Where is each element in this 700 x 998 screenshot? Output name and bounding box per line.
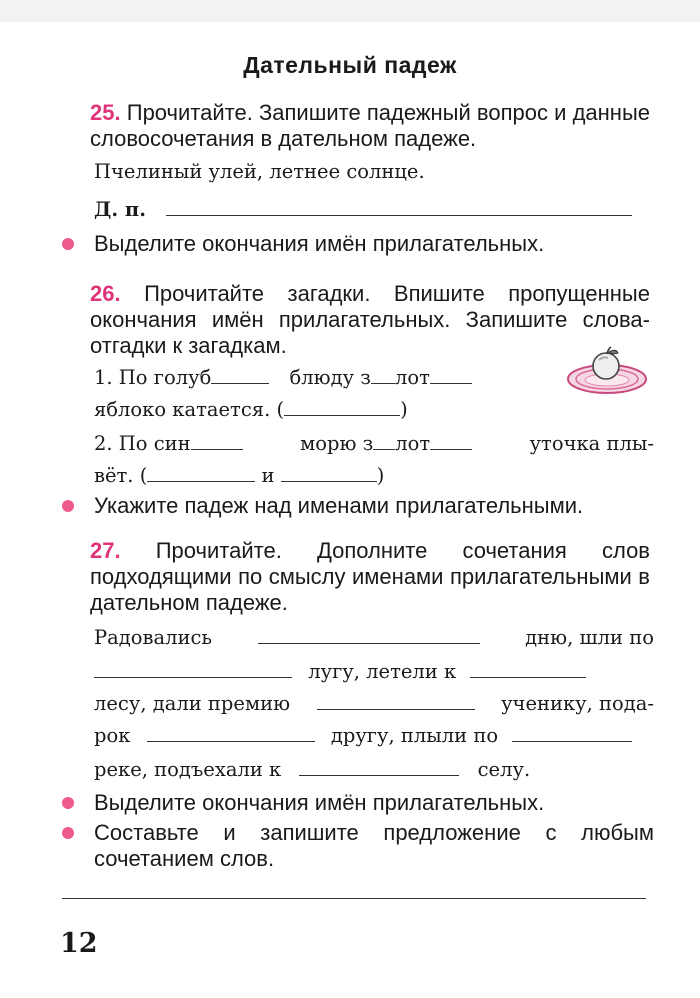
top-strip <box>0 0 700 22</box>
riddle-text: лот <box>395 432 431 455</box>
task-number: 25. <box>90 100 121 125</box>
answer-line[interactable] <box>62 898 646 899</box>
task-number: 27. <box>90 538 121 563</box>
case-line <box>94 196 632 222</box>
task-26-bullet: Укажите падеж над именами прилагательными. <box>94 493 584 518</box>
adjective-blank[interactable] <box>317 690 475 710</box>
riddle-text: 2. По син <box>94 432 191 455</box>
riddle-1-line-2 <box>94 396 408 422</box>
answer-blank[interactable] <box>284 396 400 416</box>
riddle-text: лот <box>394 366 430 389</box>
letter-blank[interactable] <box>373 430 395 450</box>
exercise-text: реке, подъехали к <box>94 758 282 781</box>
task-number: 26. <box>90 281 121 306</box>
adjective-blank[interactable] <box>299 756 459 776</box>
exercise-line-5 <box>94 756 530 782</box>
riddle-text: 1. По голуб <box>94 366 212 389</box>
answer-blank[interactable] <box>147 462 255 482</box>
phrases: Пчелиный улей, летнее солнце. <box>94 160 425 183</box>
riddle-1-line-1 <box>94 364 472 390</box>
exercise-text: ученику, пода- <box>501 692 654 715</box>
task-25-bullet: Выделите окончания имён прилагательных. <box>94 231 545 256</box>
bullet-icon <box>62 797 74 809</box>
exercise-line-1 <box>94 624 654 650</box>
adjective-blank[interactable] <box>94 658 292 678</box>
exercise-text: селу. <box>477 758 531 781</box>
task-27 <box>90 538 650 616</box>
riddle-text: блюду з <box>289 366 371 389</box>
adjective-blank[interactable] <box>470 658 586 678</box>
bullet-icon <box>62 238 74 250</box>
exercise-text: дню, шли по <box>525 626 654 649</box>
ending-blank[interactable] <box>430 430 472 450</box>
apple-on-plate-image <box>566 346 648 396</box>
exercise-text: другу, плыли по <box>330 724 499 747</box>
adjective-blank[interactable] <box>147 722 315 742</box>
task-instruction: Прочитайте загадки. Впишите пропущенные окончания имён прилагательных. Запишите слова-отгадки к загадкам. <box>90 281 650 358</box>
answer-blank[interactable] <box>281 462 377 482</box>
page-title: Дательный падеж <box>243 52 457 78</box>
riddle-text: и <box>261 464 275 487</box>
exercise-text: лугу, летели к <box>308 660 457 683</box>
task-instruction: Прочитайте. Запишите падежный вопрос и данные словосочетания в дательном падеже. <box>90 100 650 151</box>
exercise-text: Радовались <box>94 626 213 649</box>
task-27-bullet-2: Составьте и запишите предложение с любым сочетанием слов. <box>94 820 654 871</box>
riddle-2-line-1 <box>94 430 654 456</box>
adjective-blank[interactable] <box>512 722 632 742</box>
task-25 <box>90 100 650 152</box>
exercise-line-2 <box>94 658 586 684</box>
riddle-text: уточка плы- <box>529 432 654 455</box>
riddle-text: вёт. ( <box>94 464 148 487</box>
exercise-text: рок <box>94 724 131 747</box>
riddle-2-line-2 <box>94 462 384 488</box>
ending-blank[interactable] <box>430 364 472 384</box>
page-number: 12 <box>60 928 98 959</box>
bullet-icon <box>62 827 74 839</box>
ending-blank[interactable] <box>211 364 269 384</box>
phrases-line <box>94 160 425 186</box>
answer-blank[interactable] <box>166 196 632 216</box>
exercise-line-3 <box>94 690 654 716</box>
bullet-icon <box>62 500 74 512</box>
exercise-text: лесу, дали премию <box>94 692 291 715</box>
letter-blank[interactable] <box>371 364 395 384</box>
task-instruction: Прочитайте. Дополните сочетания слов подходящими по смыслу именами прилагательными в дательном падеже. <box>90 538 650 615</box>
riddle-text: яблоко катается. ( <box>94 398 285 421</box>
riddle-text: ) <box>376 464 385 487</box>
task-27-bullet-1: Выделите окончания имён прилагательных. <box>94 790 545 815</box>
ending-blank[interactable] <box>191 430 243 450</box>
case-label: Д. п. <box>94 198 146 221</box>
exercise-line-4 <box>94 722 632 748</box>
adjective-blank[interactable] <box>258 624 480 644</box>
riddle-text: морю з <box>300 432 374 455</box>
riddle-text: ) <box>400 398 408 421</box>
